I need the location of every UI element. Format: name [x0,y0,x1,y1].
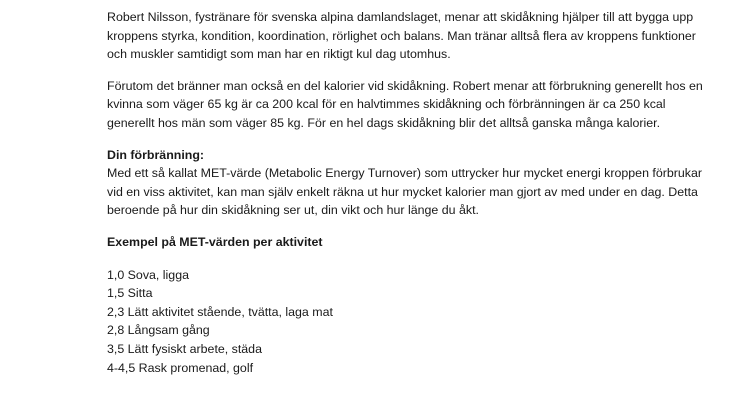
calories-paragraph: Förutom det bränner man också en del kalorier vid skidåkning. Robert menar att förbrukning generellt hos en kvinna som väger 65 kg är ca 200 kcal för en halvtimmes skidåkning och förbränningen är ca 250 kcal generellt hos män som väger 85 kg. För en hel dags skidåkning blir det alltså ganska många kalorier. [107,78,703,130]
section-heading: Din förbränning: [107,147,205,162]
met-explanation-paragraph: Med ett så kallat MET-värde (Metabolic Energy Turnover) som uttrycker hur mycket energi kroppen förbrukar vid en viss aktivitet, kan man själv enkelt räkna ut hur mycket kalorier man gjort av med under en dag. Detta beroende på hur din skidåkning ser ut, din vikt och hur länge du åkt. [107,166,702,218]
met-list-title: Exempel på MET-värden per aktivitet [107,234,323,249]
list-item: 1,0 Sova, ligga [107,267,189,282]
list-item: 2,3 Lätt aktivitet stående, tvätta, laga mat [107,304,333,319]
list-item: 4-4,5 Rask promenad, golf [107,360,254,375]
met-list [107,266,707,378]
list-item: 2,8 Långsam gång [107,323,210,338]
list-item: 3,5 Lätt fysiskt arbete, städa [107,341,262,356]
document-page [107,8,707,377]
intro-paragraph: Robert Nilsson, fystränare för svenska alpina damlandslaget, menar att skidåkning hjälper till att bygga upp kroppens styrka, kondition, koordination, rörlighet och balans. Man tränar alltså flera av kroppens funktioner och muskler samtidigt som man har en riktigt kul dag utomhus. [107,10,696,62]
list-item: 1,5 Sitta [107,286,153,301]
